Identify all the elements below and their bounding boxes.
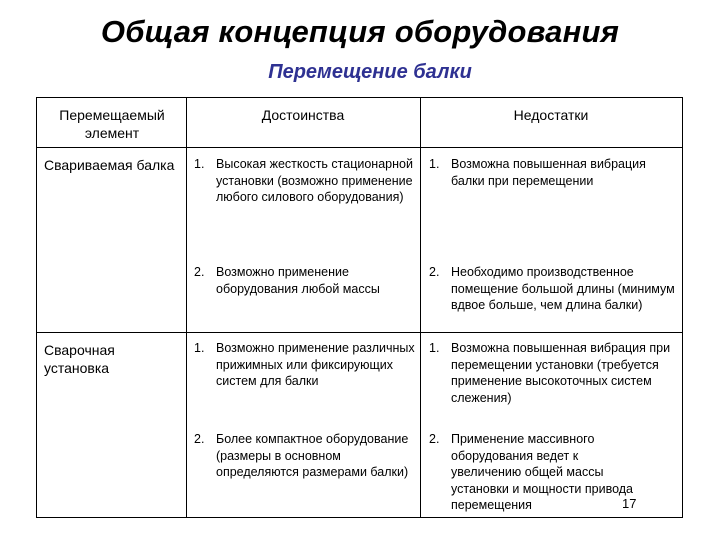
item-text: Возможно применение различных прижимных или фиксирующих систем для балки — [216, 341, 415, 388]
row-divider — [37, 332, 682, 333]
comparison-table — [36, 97, 683, 518]
column-divider — [186, 98, 187, 517]
advantage-item — [194, 156, 416, 206]
item-number: 1. — [194, 341, 205, 355]
disadvantage-item — [429, 264, 679, 314]
slide-subtitle: Перемещение балки — [268, 61, 472, 83]
item-text: Более компактное оборудование (размеры в основном определяются размерами балки) — [216, 432, 409, 479]
advantage-item — [194, 431, 416, 481]
item-text: Применение массивного оборудования ведет к увеличению общей массы установки и мощности привода перемещения — [451, 432, 634, 512]
header-element: Перемещаемый элемент — [59, 107, 165, 141]
item-number: 2. — [194, 432, 205, 446]
header-divider — [37, 147, 682, 148]
item-number: 2. — [429, 432, 440, 446]
item-text: Возможна повышенная вибрация балки при перемещении — [451, 157, 646, 188]
slide-title: Общая концепция оборудования — [100, 14, 620, 49]
disadvantage-item — [429, 156, 679, 189]
advantage-item — [194, 340, 416, 390]
item-number: 2. — [429, 265, 440, 279]
disadvantage-item — [429, 431, 651, 514]
page-number: 17 — [622, 496, 637, 511]
item-number: 2. — [194, 265, 205, 279]
item-number: 1. — [429, 157, 440, 171]
item-number: 1. — [429, 341, 440, 355]
item-text: Возможна повышенная вибрация при перемещении установки (требуется применение высокоточных систем слежения) — [451, 341, 671, 405]
disadvantage-item — [429, 340, 679, 406]
item-text: Возможно применение оборудования любой массы — [216, 265, 380, 296]
row-element: Сварочная установка — [44, 342, 115, 376]
column-divider — [420, 98, 421, 517]
item-text: Необходимо производственное помещение большой длины (минимум вдвое больше, чем длина балки) — [451, 265, 675, 312]
header-disadvantages: Недостатки — [513, 107, 589, 123]
item-text: Высокая жесткость стационарной установки (возможно применение любого силового оборудования) — [216, 157, 413, 204]
advantage-item — [194, 264, 416, 297]
row-element: Свариваемая балка — [44, 157, 175, 173]
item-number: 1. — [194, 157, 205, 171]
header-advantages: Достоинства — [261, 107, 345, 123]
